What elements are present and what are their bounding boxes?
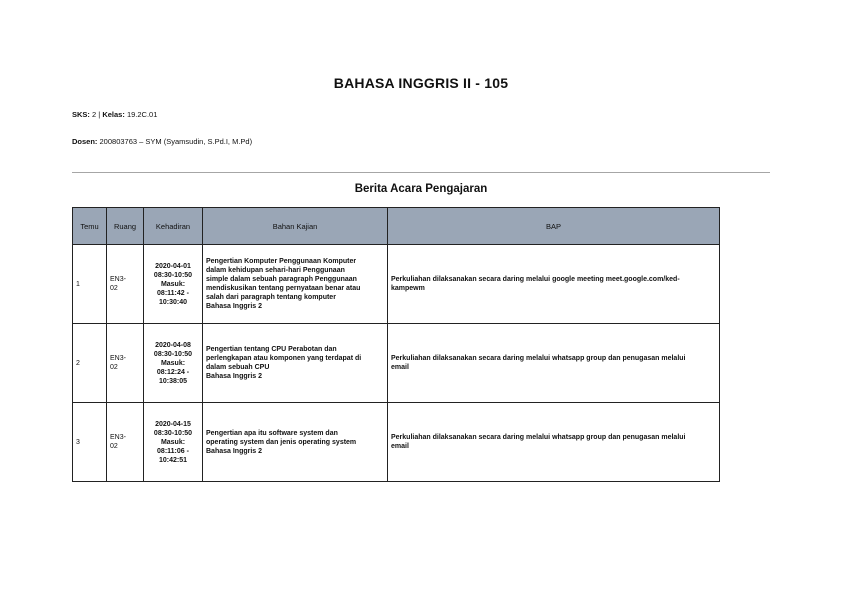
kehadiran-out: 10:30:40 [158,298,188,306]
meta-separator: | [98,110,101,119]
header-temu: Temu [73,208,107,245]
sks-value: 2 [92,110,97,119]
kehadiran-schedule: 08:30-10:50 [153,350,193,358]
cell-ruang [107,403,144,482]
bap-line: kampewm [391,285,425,292]
ruang-line: 02 [110,443,118,450]
cell-bahan-kajian [203,245,388,324]
bahan-line: dalam sebuah CPU [206,364,270,371]
dosen-label: Dosen: [72,137,98,146]
bahan-line: Bahasa Inggris 2 [206,373,263,380]
cell-bap [388,324,720,403]
bahan-line: Bahasa Inggris 2 [206,447,263,455]
cell-kehadiran [144,324,203,403]
section-title: Berita Acara Pengajaran [354,183,488,195]
cell-kehadiran [144,403,203,482]
table-header-row [73,208,720,245]
kehadiran-out: 10:38:05 [158,377,188,385]
bahan-line: Pengertian apa itu software system dan [206,429,338,437]
cell-bap [388,403,720,482]
cell-bahan-kajian [203,403,388,482]
sks-label: SKS: [72,110,90,119]
kehadiran-schedule: 08:30-10:50 [153,271,193,279]
bahan-line: Pengertian Komputer Penggunaan Komputer [206,258,357,265]
table-row [73,324,720,403]
ruang-line: EN3- [110,434,126,441]
kehadiran-label: Masuk: [160,438,186,446]
kehadiran-in: 08:11:06 - [157,447,189,455]
header-bahan-kajian: Bahan Kajian [203,208,388,245]
document-title: BAHASA INGGRIS II - 105 [333,75,509,91]
bahan-line: simple dalam sebuah paragraph Penggunaan [206,276,357,283]
cell-bap [388,245,720,324]
bap-table [72,207,720,482]
dosen-value: 200803763 – SYM (Syamsudin, S.Pd.I, M.Pd) [99,137,253,146]
kehadiran-in: 08:11:42 - [157,289,189,297]
bahan-line: Bahasa Inggris 2 [206,303,263,310]
kehadiran-in: 08:12:24 - [156,368,190,376]
cell-ruang [107,324,144,403]
ruang-line: 02 [110,364,118,371]
cell-temu: 3 [73,403,107,482]
table-row [73,403,720,482]
ruang-line: 02 [110,285,118,292]
header-ruang: Ruang [107,208,144,245]
header-kehadiran: Kehadiran [144,208,203,245]
header-bap: BAP [388,208,720,245]
bahan-line: salah dari paragraph tentang komputer [206,294,336,301]
cell-bahan-kajian [203,324,388,403]
cell-temu: 2 [73,324,107,403]
bap-line: email [391,443,409,450]
lecturer-meta [72,137,252,146]
bap-line: email [391,364,409,371]
bap-line: Perkuliahan dilaksanakan secara daring melalui whatsapp group dan penugasan melalui [391,434,686,441]
kehadiran-out: 10:42:51 [158,456,188,464]
bahan-line: operating system dan jenis operating system [206,438,357,446]
bahan-line: Pengertian tentang CPU Perabotan dan [206,346,337,353]
kehadiran-date: 2020-04-08 [155,341,191,349]
bap-line: Perkuliahan dilaksanakan secara daring melalui whatsapp group dan penugasan melalui [391,355,686,362]
kelas-label: Kelas: [102,110,125,119]
kehadiran-date: 2020-04-01 [155,262,191,270]
kehadiran-date: 2020-04-15 [155,420,191,428]
ruang-line: EN3- [110,276,126,283]
horizontal-divider [72,172,770,173]
bahan-line: perlengkapan atau komponen yang terdapat di [206,355,362,362]
kelas-value: 19.2C.01 [126,110,158,119]
table-row [73,245,720,324]
cell-temu: 1 [73,245,107,324]
cell-ruang [107,245,144,324]
bahan-line: mendiskusikan tentang pernyataan benar atau [206,285,361,292]
course-meta [72,110,157,119]
cell-kehadiran [144,245,203,324]
kehadiran-schedule: 08:30-10:50 [153,429,193,437]
bahan-line: dalam kehidupan sehari-hari Penggunaan [206,267,345,274]
bap-line: Perkuliahan dilaksanakan secara daring melalui google meeting meet.google.com/ked- [391,276,680,283]
kehadiran-label: Masuk: [160,280,186,288]
kehadiran-label: Masuk: [160,359,186,367]
ruang-line: EN3- [110,355,126,362]
